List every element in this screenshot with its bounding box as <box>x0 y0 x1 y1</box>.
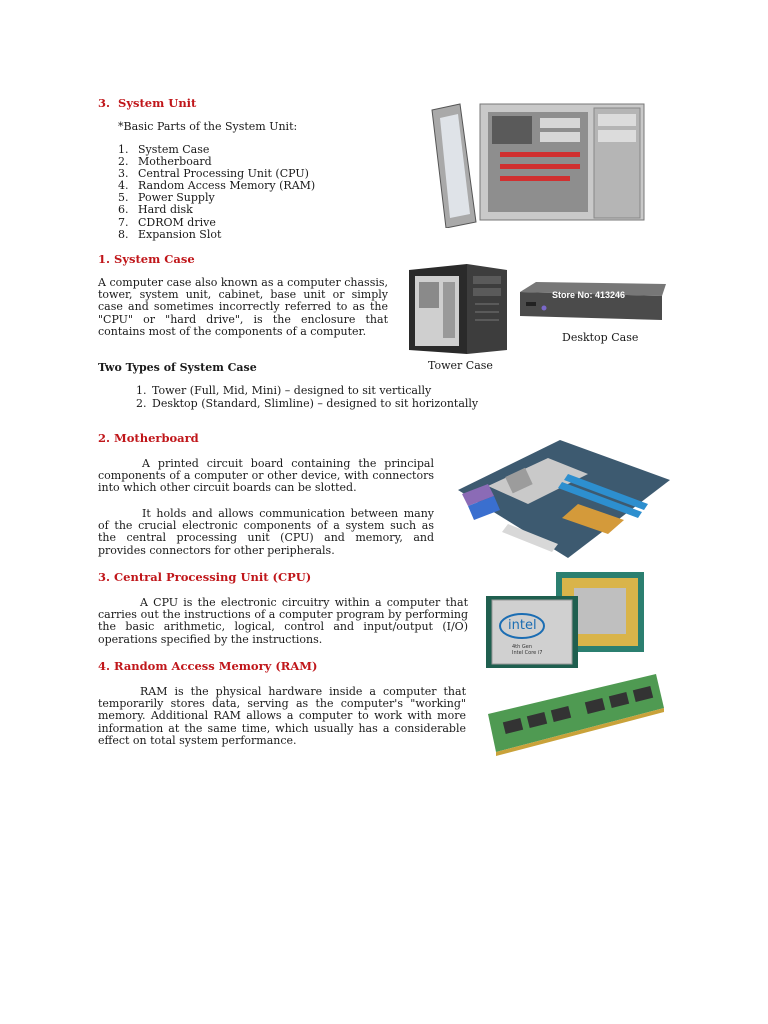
case-types-heading: Two Types of System Case <box>98 361 257 374</box>
list-label: Expansion Slot <box>138 227 222 241</box>
motherboard-paragraph-2: It holds and allows communication between many of the crucial electronic components of a system such as the central processing unit (CPU) and memory, and provides connectors for other peripherals. <box>98 507 434 557</box>
list-number: 4. <box>118 179 129 193</box>
intel-logo: intel <box>508 618 537 633</box>
motherboard-image <box>448 434 674 564</box>
open-system-unit-image <box>430 100 648 228</box>
system-unit-heading: 3. System Unit <box>98 96 197 110</box>
list-label: Motherboard <box>138 155 212 169</box>
ram-heading: 4. Random Access Memory (RAM) <box>98 659 318 673</box>
desktop-case-caption: Desktop Case <box>562 331 639 344</box>
cpu-body: A CPU is the electronic circuitry within a computer that carries out the instructions of a computer program by performing the basic arithmetic, logical, control and input/output (I/O) operations specified by the instructions. <box>98 596 468 646</box>
list-number: 3. <box>118 167 129 181</box>
case-type-item <box>136 398 478 411</box>
system-unit-part-item <box>118 229 315 241</box>
tower-case-caption: Tower Case <box>428 359 493 372</box>
system-case-body: A computer case also known as a computer chassis, tower, system unit, cabinet, base unit or simply case and sometimes incorrectly referred to as the "CPU" or "hard drive", is the enclosure that contains most of the components of a computer. <box>98 276 388 338</box>
list-number: 7. <box>118 215 129 229</box>
list-label: Tower (Full, Mid, Mini) – designed to sit vertically <box>152 384 432 397</box>
list-number: 6. <box>118 203 129 217</box>
list-number: 2. <box>118 155 129 169</box>
list-label: System Case <box>138 143 210 156</box>
desktop-case-image <box>516 280 668 324</box>
motherboard-heading: 2. Motherboard <box>98 431 199 445</box>
list-label: Central Processing Unit (CPU) <box>138 167 309 181</box>
cpu-chip-model: Intel Core i7 <box>512 650 543 656</box>
cpu-heading: 3. Central Processing Unit (CPU) <box>98 570 312 584</box>
list-label: Desktop (Standard, Slimline) – designed to sit horizontally <box>152 396 479 410</box>
system-unit-parts-list <box>118 144 315 241</box>
case-types-list <box>136 385 478 410</box>
tower-case-image <box>407 262 509 356</box>
list-number: 8. <box>118 227 129 241</box>
list-number: 1. <box>136 384 147 397</box>
ram-body: RAM is the physical hardware inside a computer that temporarily stores data, serving as the computer's "working" memory. Additional RAM allows a computer to work with more information at the same time, which usually has a considerable effect on total system performance. <box>98 685 466 747</box>
list-number: 5. <box>118 191 129 205</box>
motherboard-paragraph-1: A printed circuit board containing the principal components of a computer or other device, with connectors into which other circuit boards can be slotted. <box>98 457 434 495</box>
system-unit-intro: *Basic Parts of the System Unit: <box>118 120 298 133</box>
list-label: Random Access Memory (RAM) <box>138 179 316 193</box>
cpu-chip-gen: 4th Gen <box>512 644 533 650</box>
system-case-heading: 1. System Case <box>98 252 195 266</box>
list-label: CDROM drive <box>138 215 216 229</box>
desktop-watermark: Store No: 413246 <box>552 290 626 300</box>
list-label: Power Supply <box>138 191 215 205</box>
cpu-image <box>484 570 648 670</box>
list-number: 2. <box>136 396 147 410</box>
list-number: 1. <box>118 143 129 156</box>
ram-image <box>486 672 666 758</box>
list-label: Hard disk <box>138 203 193 217</box>
